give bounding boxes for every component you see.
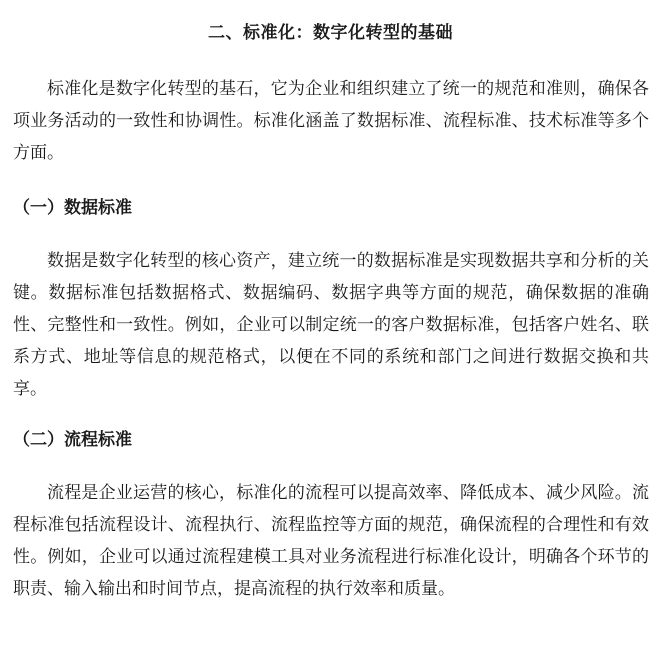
process-standard-paragraph: 流程是企业运营的核心，标准化的流程可以提高效率、降低成本、减少风险。流程标准包括流程设计、流程执行、流程监控等方面的规范，确保流程的合理性和有效性。例如，企业可以通过流程建模工具对业务流程进行标准化设计，明确各个环节的职责、输入输出和时间节点，提高流程的执行效率和质量。	[13, 483, 649, 599]
subsection-heading-data-standard: （一）数据标准	[13, 198, 132, 218]
data-standard-paragraph: 数据是数字化转型的核心资产，建立统一的数据标准是实现数据共享和分析的关键。数据标准包括数据格式、数据编码、数据字典等方面的规范，确保数据的准确性、完整性和一致性。例如，企业可以制定统一的客户数据标准，包括客户姓名、联系方式、地址等信息的规范格式，以便在不同的系统和部门之间进行数据交换和共享。	[13, 251, 649, 399]
subsection-heading-process-standard: （二）流程标准	[13, 430, 132, 450]
intro-paragraph: 标准化是数字化转型的基石，它为企业和组织建立了统一的规范和准则，确保各项业务活动的一致性和协调性。标准化涵盖了数据标准、流程标准、技术标准等多个方面。	[13, 79, 649, 163]
section-title: 二、标准化：数字化转型的基础	[208, 23, 453, 43]
